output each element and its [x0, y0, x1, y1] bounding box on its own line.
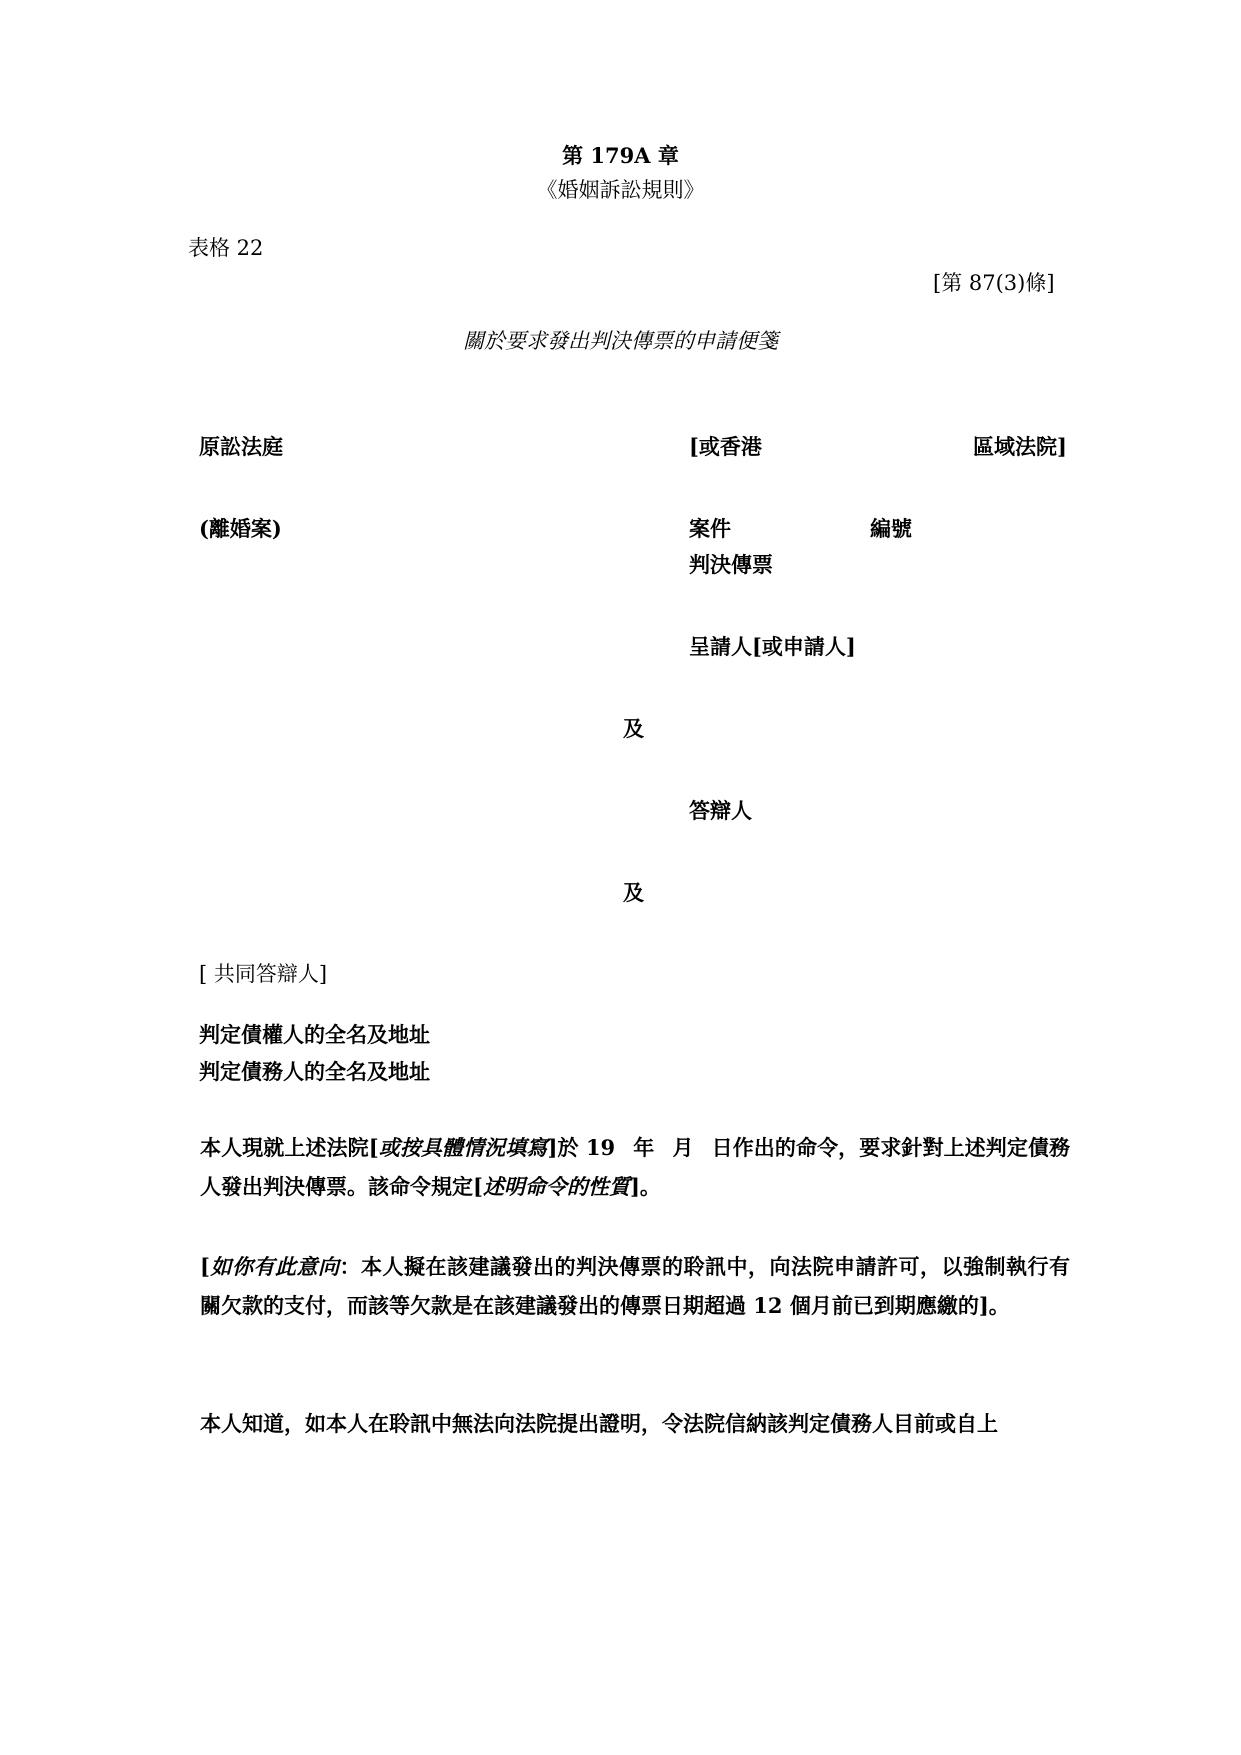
respondent-label: 答辯人 — [689, 798, 752, 823]
paragraph-intention: [如你有此意向：本人擬在該建議發出的判決傳票的聆訊中，向法院申請許可，以強制執行有關欠款的支付，而該等欠款是在該建議發出的傳票日期超過 12 個月前已到期應繳的]。 — [200, 1254, 1071, 1318]
petitioner-label: 呈請人[或申請人] — [689, 634, 856, 659]
state-nature-of-order-note: 述明命令的性質 — [482, 1174, 630, 1199]
case-label: 案件 — [689, 516, 731, 541]
form-number: 表格 22 — [188, 236, 264, 260]
case-type: (離婚案) — [199, 516, 282, 541]
form-title: 關於要求發出判決傳票的申請便箋 — [463, 329, 778, 353]
district-court-prefix: [或香港 — [689, 434, 762, 459]
paragraph-acknowledgement: 本人知道，如本人在聆訊中無法向法院提出證明，令法院信納該判定債務人目前或自上 — [200, 1411, 998, 1436]
debtor-details-label: 判定債務人的全名及地址 — [199, 1059, 430, 1084]
co-respondent-label: [ 共同答辯人] — [199, 962, 328, 986]
case-number-label: 編號 — [870, 516, 912, 541]
district-court-suffix: 區域法院] — [973, 434, 1067, 459]
rules-title: 《婚姻訴訟規則》 — [536, 178, 705, 202]
if-so-intended-note: 如你有此意向 — [209, 1254, 340, 1279]
rule-reference: [第 87(3)條] — [933, 271, 1055, 295]
and-connector-2: 及 — [623, 880, 644, 905]
judgment-summons-label: 判決傳票 — [689, 552, 773, 577]
creditor-details-label: 判定債權人的全名及地址 — [199, 1022, 430, 1047]
court-name: 原訟法庭 — [199, 434, 283, 459]
paragraph-application: 本人現就上述法院[或按具體情況填寫]於 19 年 月 日作出的命令，要求針對上述判定債務人發出判決傳票。該命令規定[述明命令的性質]。 — [200, 1135, 1071, 1199]
fill-in-as-appropriate-note: 或按具體情況填寫 — [378, 1135, 548, 1160]
and-connector-1: 及 — [623, 716, 644, 741]
chapter-heading: 第 179A 章 — [562, 143, 679, 168]
